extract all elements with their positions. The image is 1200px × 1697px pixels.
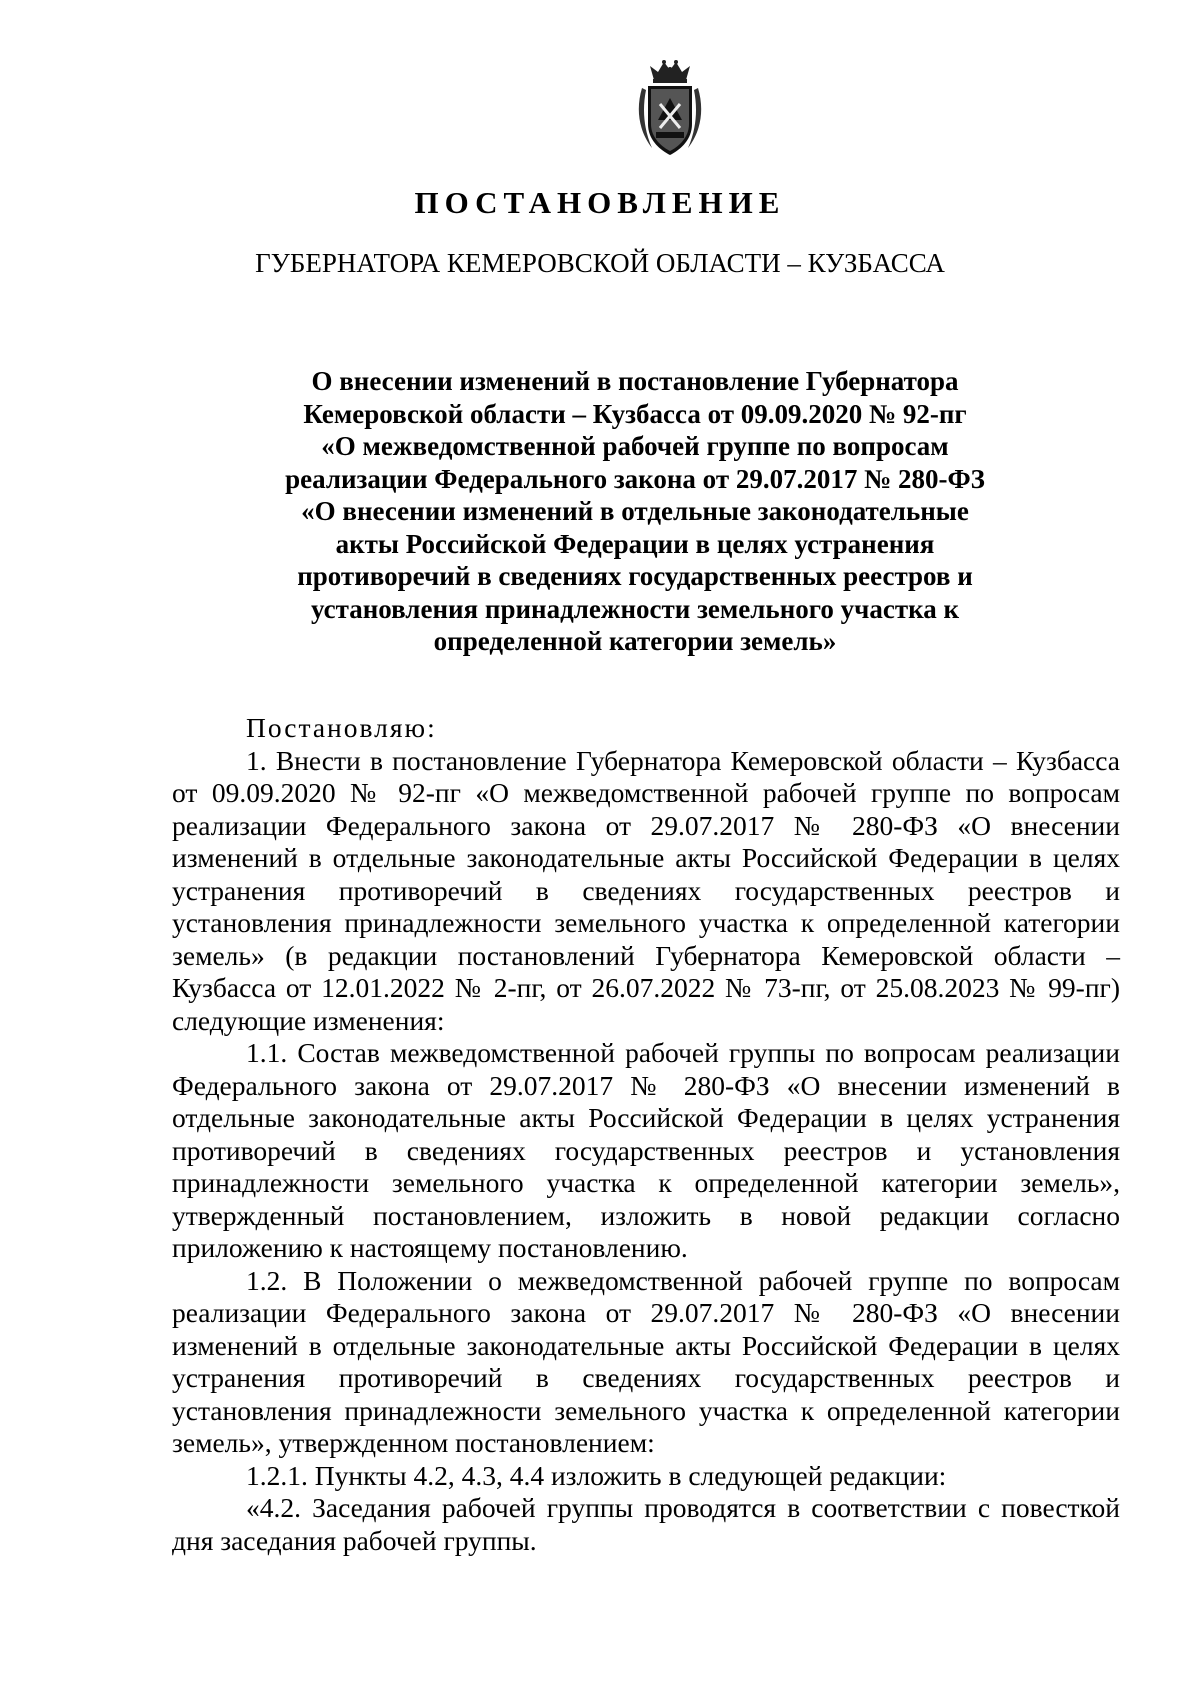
document-body xyxy=(172,712,1120,1557)
paragraph-1-1: 1.1. Состав межведомственной рабочей группы по вопросам реализации Федерального закона от 29.07.2017 № 280-ФЗ «О внесении изменений в отдельные законодательные акты Российской Федерации в целях устранения противоречий в сведениях государственных реестров и установления принадлежности земельного участка к определенной категории земель», утвержденный постановлением, изложить в новой редакции согласно приложению к настоящему постановлению. xyxy=(172,1037,1120,1263)
title-line: реализации Федерального закона от 29.07.2017 № 280-ФЗ xyxy=(285,463,985,494)
title-line: определенной категории земель» xyxy=(433,626,837,656)
title-line: «О внесении изменений в отдельные законодательные xyxy=(301,496,969,526)
document-title xyxy=(255,365,1015,658)
decree-word: Постановляю: xyxy=(246,712,437,743)
paragraph-1: 1. Внести в постановление Губернатора Кемеровской области – Кузбасса от 09.09.2020 № 92-пг «О межведомственной рабочей группе по вопросам реализации Федерального закона от 29.07.2017 № 280-ФЗ «О внесении изменений в отдельные законодательные акты Российской Федерации в целях устранения противоречий в сведениях государственных реестров и установления принадлежности земельного участка к определенной категории земель» (в редакции постановлений Губернатора Кемеровской области – Кузбасса от 12.01.2022 № 2-пг, от 26.07.2022 № 73-пг, от 25.08.2023 № 99-пг) следующие изменения: xyxy=(172,744,1120,1036)
title-line: установления принадлежности земельного участка к xyxy=(310,593,960,624)
title-line: противоречий в сведениях государственных реестров и xyxy=(297,561,973,591)
title-line: «О межведомственной рабочей группе по вопросам xyxy=(321,431,949,461)
title-line: Кемеровской области – Кузбасса от 09.09.2020 № 92-пг xyxy=(303,398,967,429)
coat-of-arms-icon xyxy=(632,58,708,158)
document-type-heading: ПОСТАНОВЛЕНИЕ xyxy=(414,185,786,220)
paragraph-4-2: «4.2. Заседания рабочей группы проводятся в соответствии с повесткой дня заседания рабочей группы. xyxy=(172,1492,1120,1556)
title-line: акты Российской Федерации в целях устранения xyxy=(335,528,935,559)
issuer-line: ГУБЕРНАТОРА КЕМЕРОВСКОЙ ОБЛАСТИ – КУЗБАССА xyxy=(255,248,945,278)
paragraph-1-2: 1.2. В Положении о межведомственной рабочей группе по вопросам реализации Федерального закона от 29.07.2017 № 280-ФЗ «О внесении изменений в отдельные законодательные акты Российской Федерации в целях устранения противоречий в сведениях государственных реестров и установления принадлежности земельного участка к определенной категории земель», утвержденном постановлением: xyxy=(172,1264,1120,1458)
title-line: О внесении изменений в постановление Губернатора xyxy=(311,366,959,396)
paragraph-1-2-1: 1.2.1. Пункты 4.2, 4.3, 4.4 изложить в следующей редакции: xyxy=(246,1459,947,1491)
